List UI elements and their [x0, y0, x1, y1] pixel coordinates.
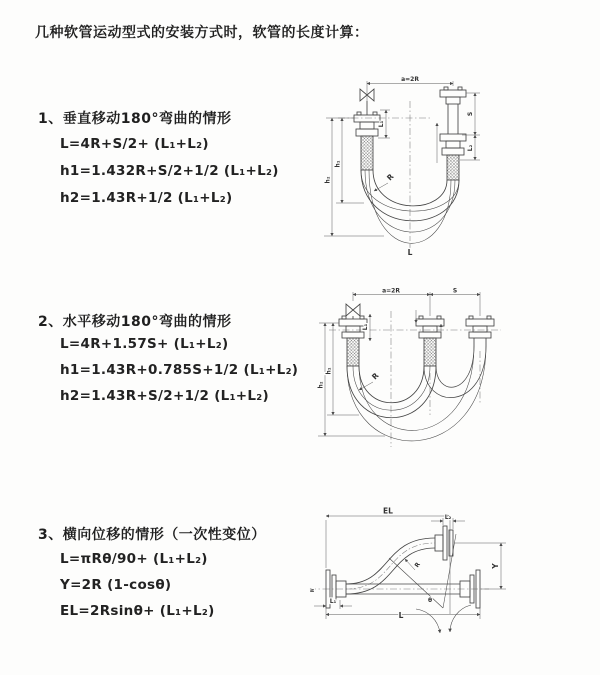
length-label: L [407, 248, 413, 257]
dim-label-h2: h₂ [324, 176, 332, 184]
dim-label-a2r: a=2R [401, 76, 419, 83]
dim-label-s: S [467, 111, 474, 117]
section-2-formula-h1: h1=1.43R+0.785S+1/2 (L₁+L₂) [60, 362, 299, 378]
radius-label: R [385, 172, 396, 183]
braided-section [347, 338, 359, 366]
dim-label-h1: h₁ [325, 367, 333, 375]
section-2-formula-L: L=4R+1.57S+ (L₁+L₂) [60, 336, 229, 352]
dim-label-l1: L₁ [362, 323, 369, 331]
dim-label-l2: L₂ [467, 144, 474, 152]
dim-label-l1: L₁ [329, 598, 337, 605]
radius-label: R [370, 371, 381, 382]
section-3-formula-L: L=πRθ/90+ (L₁+L₂) [60, 551, 208, 567]
dim-label-l1: L₁ [378, 120, 385, 128]
section-3-formula-EL: EL=2Rsinθ+ (L₁+L₂) [60, 603, 215, 619]
axis-mark: ≥ [309, 587, 315, 594]
section-2-formula-h2: h2=1.43R+S/2+1/2 (L₁+L₂) [60, 388, 269, 404]
diagram-vertical-180-bend [310, 68, 580, 258]
page-title: 几种软管运动型式的安装方式时，软管的长度计算： [35, 25, 369, 41]
centerlines [329, 311, 501, 447]
braided-section [361, 136, 373, 170]
dim-label-a2r: a=2R [382, 287, 400, 295]
section-3-heading: 3、横向位移的情形（一次性变位） [38, 527, 266, 543]
dim-label-y: Y [491, 563, 500, 569]
radius-label: R [413, 561, 422, 570]
section-3-formula-Y: Y=2R (1-cosθ) [60, 577, 172, 593]
diagram-lateral-displacement [303, 502, 593, 652]
valve-icon [346, 304, 360, 316]
dim-label-h1: h₁ [334, 160, 342, 168]
length-label: L [398, 611, 404, 620]
dimension-lines [314, 516, 506, 619]
diagram-horizontal-180-bend [313, 283, 588, 458]
angle-label: θ [427, 597, 433, 604]
section-1-formula-h1: h1=1.432R+S/2+1/2 (L₁+L₂) [60, 163, 279, 179]
section-1-formula-L: L=4R+S/2+ (L₁+L₂) [60, 136, 209, 152]
dim-label-el: EL [383, 506, 393, 516]
dim-label-s: S [452, 287, 458, 295]
braided-section [424, 338, 436, 366]
dimension-lines [318, 292, 480, 436]
section-1-heading: 1、垂直移动180°弯曲的情形 [38, 111, 232, 127]
dim-label-l2: L₂ [444, 514, 452, 521]
dim-label-h2: h₂ [317, 381, 325, 389]
section-1-formula-h2: h2=1.43R+1/2 (L₁+L₂) [60, 190, 233, 206]
section-2-heading: 2、水平移动180°弯曲的情形 [38, 314, 232, 330]
braided-section [447, 155, 459, 180]
